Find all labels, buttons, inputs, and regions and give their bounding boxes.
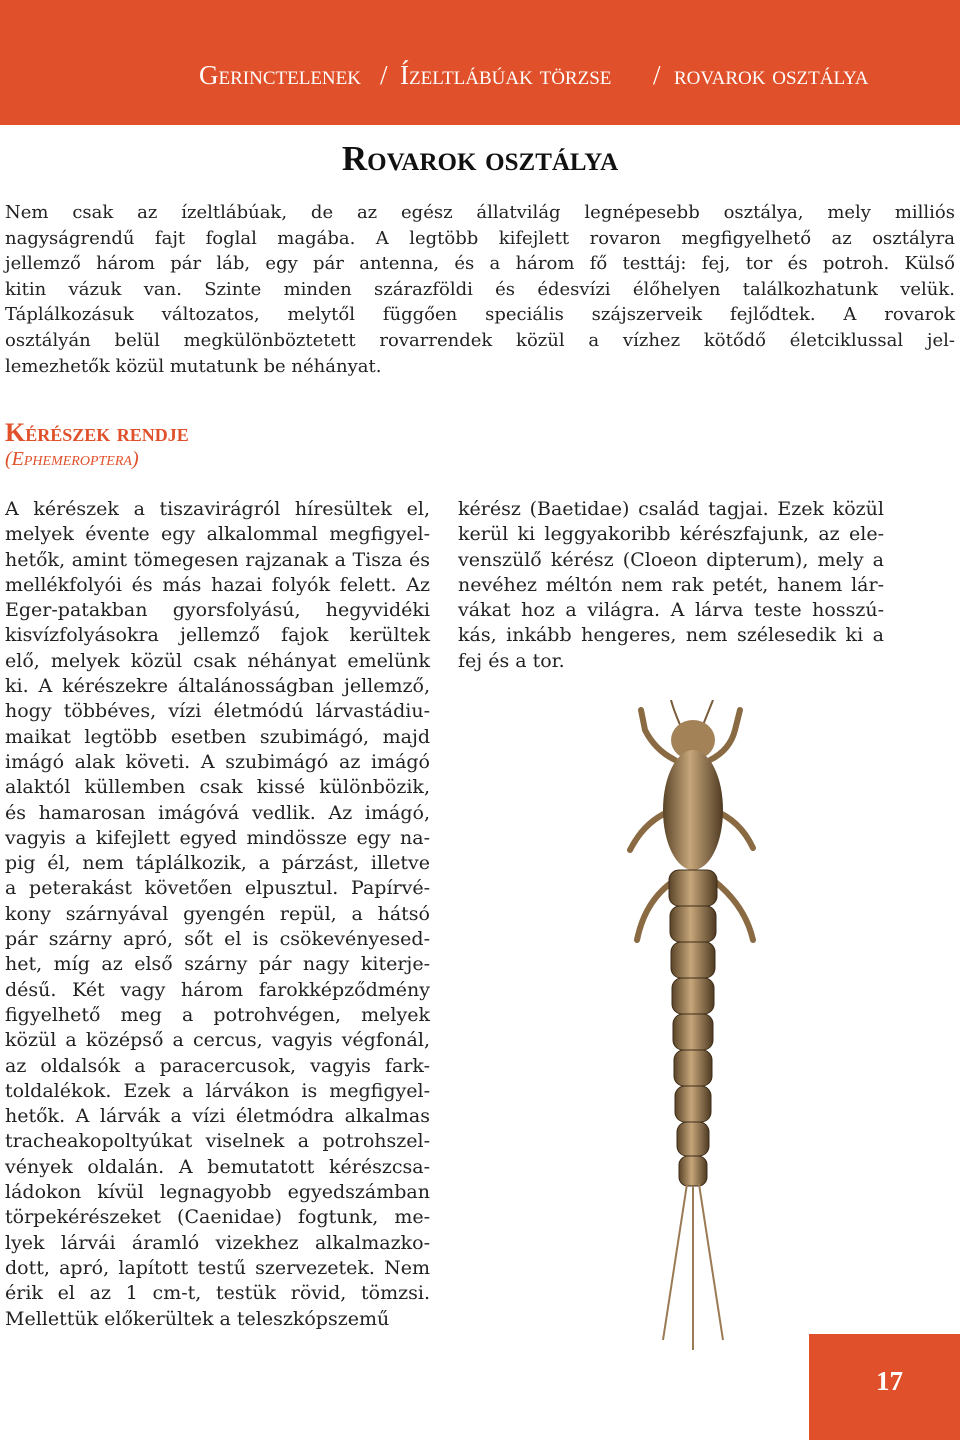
right-column-line: venszülő kérész (Cloeon dipterum), mely a	[458, 548, 884, 571]
breadcrumb-separator: /	[653, 60, 661, 90]
left-column-line: figyelhető meg a potrohvégen, melyek	[5, 1003, 430, 1026]
intro-line: jellemző három pár láb, egy pár antenna, és a három fő testtáj: fej, tor és potroh. Külső	[5, 253, 955, 275]
left-column-line: és hamarosan imágóvá vedlik. Az imágó,	[5, 801, 430, 824]
left-column-line: a peterakást követően elpusztul. Papírvé-	[5, 877, 430, 900]
left-column-line: lyek lárvái áramló vizekhez alkalmazko-	[5, 1231, 430, 1254]
breadcrumb	[0, 0, 960, 125]
left-column-line: alaktól küllemben csak kissé különbözik,	[5, 776, 430, 799]
section-subtitle: (Ephemeroptera)	[5, 448, 139, 470]
section-title: Kérészek rendje	[5, 418, 189, 447]
breadcrumb-item: Gerinctelenek	[199, 60, 361, 90]
left-column-line: pár szárny apró, sőt el is csökevényesed-	[5, 928, 430, 951]
left-column-line: vények oldalán. A bemutatott kérészcsa-	[5, 1155, 430, 1178]
intro-line: Nem csak az ízeltlábúak, de az egész állatvilág legnépesebb osztálya, mely milliós	[5, 202, 955, 223]
left-column-line: törpekérészeket (Caenidae) fogtunk, me-	[5, 1206, 430, 1229]
left-column-line: vagyis a kifejlett egyed mindössze egy na-	[5, 826, 430, 849]
page-number: 17	[876, 1366, 903, 1396]
right-column-line: kás, inkább hengeres, nem szélesedik ki a	[458, 624, 884, 647]
page-title: Rovarok osztálya	[341, 139, 619, 178]
left-column-line: érik el az 1 cm-t, testük rövid, tömzsi.	[5, 1282, 430, 1305]
left-column-line: mellékfolyói és más hazai folyók felett. Az	[5, 573, 430, 596]
right-column-line: nevéhez méltón nem rak petét, hanem lár-	[458, 573, 884, 596]
left-column-line: közül a középső a cercus, vagyis végfonál,	[5, 1029, 430, 1052]
right-column-line: fej és a tor.	[458, 649, 565, 672]
intro-line: kitin vázuk van. Szinte minden szárazföldi és édesvízi élőhelyen találkozhatunk velük.	[5, 278, 955, 300]
intro-line: lemezhetők közül mutatunk be néhányat.	[5, 355, 382, 377]
right-column-line: kerül ki leggyakoribb kérészfajunk, az ele-	[458, 523, 884, 546]
left-column-line: pig él, nem táplálkozik, a párzást, illetve	[5, 852, 430, 875]
left-column-line: tracheakopoltyúkat viselnek a potrohszel-	[5, 1130, 430, 1153]
left-column-line: kony szárnyával gyengén repül, a hátsó	[5, 902, 430, 925]
intro-line: osztályán belül megkülönböztetett rovarrendek közül a vízhez kötődő életciklussal jel-	[5, 329, 955, 351]
left-column-line: het, míg az első szárny pár nagy kiterje-	[5, 953, 430, 976]
right-column-line: kérész (Baetidae) család tagjai. Ezek közül	[458, 498, 884, 520]
intro-line: nagyságrendű fajt foglal magába. A legtöbb kifejlett rovaron megfigyelhető az osztályra	[5, 227, 955, 249]
left-column-line: hetők. A lárvák a vízi életmódra alkalmas	[5, 1105, 430, 1128]
left-column-line: toldalékok. Ezek a lárvákon is megfigyel-	[5, 1079, 430, 1102]
left-column-line: melyek évente egy alkalommal megfigyel-	[5, 523, 430, 546]
mayfly-larva-photo	[575, 700, 805, 1420]
left-column-text	[5, 497, 430, 1332]
breadcrumb-separator: /	[380, 60, 388, 90]
left-column-line: kisvízfolyásokra jellemző fajok kerültek	[5, 624, 430, 647]
left-column-line: Eger-patakban gyorsfolyású, hegyvidéki	[5, 599, 430, 622]
left-column-line: désű. Két vagy három farokképződmény	[5, 978, 430, 1001]
intro-line: Táplálkozásuk változatos, melytől függően speciális szájszerveik fejlődtek. A rovarok	[5, 304, 955, 326]
breadcrumb-item: Ízeltlábúak törzse	[400, 60, 612, 90]
left-column-line: ládokon kívül legnagyobb egyedszámban	[5, 1181, 430, 1204]
left-column-line: A kérészek a tiszavirágról híresültek el,	[5, 498, 430, 520]
left-column-line: imágó alak követi. A szubimágó az imágó	[5, 750, 430, 773]
right-column-text	[458, 497, 884, 674]
intro-paragraph	[5, 200, 955, 379]
left-column-line: ki. A kérészekre általánosságban jellemző,	[5, 675, 430, 698]
left-column-line: hogy többéves, vízi életmódú lárvastádiu-	[5, 700, 430, 723]
left-column-line: maikat legtöbb esetben szubimágó, majd	[5, 725, 430, 748]
left-column-line: hetők, amint tömegesen rajzanak a Tisza és	[5, 548, 430, 571]
left-column-line: az oldalsók a paracercusok, vagyis fark-	[5, 1054, 430, 1077]
left-column-line: Mellettük előkerültek a teleszkópszemű	[5, 1307, 390, 1330]
left-column-line: elő, melyek közül csak néhányat emelünk	[5, 649, 430, 672]
left-column-line: dott, apró, lapított testű szervezetek. Nem	[5, 1256, 430, 1279]
right-column-line: vákat hoz a világra. A lárva teste hosszú-	[458, 599, 884, 622]
breadcrumb-item: rovarok osztálya	[674, 60, 869, 90]
